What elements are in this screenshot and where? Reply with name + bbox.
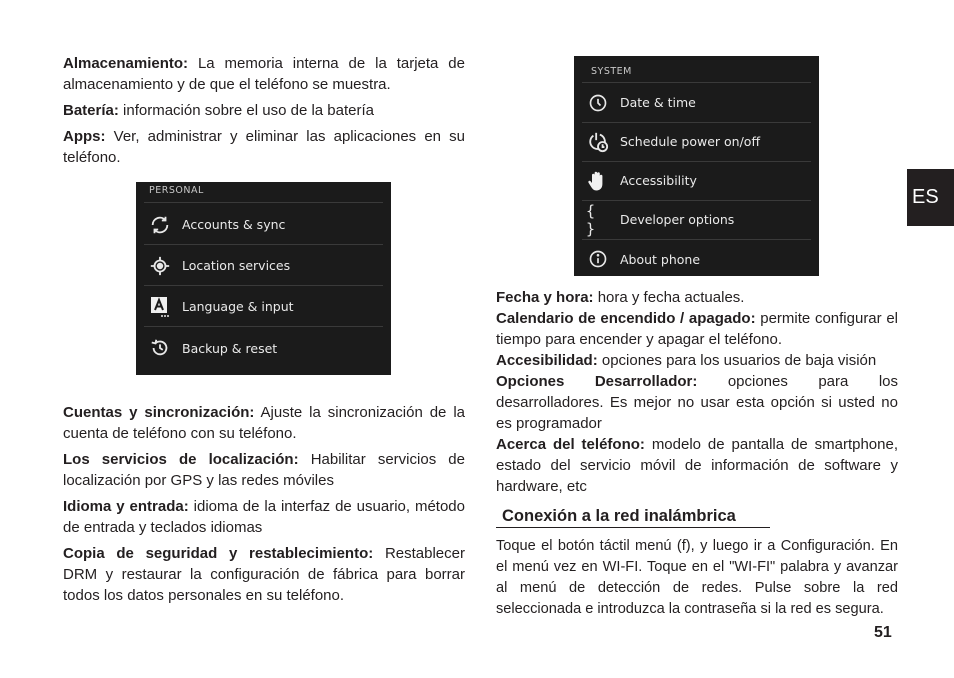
power-clock-icon (586, 130, 610, 154)
menu-item-label: About phone (620, 251, 701, 267)
menu-item-label: Language & input (182, 299, 294, 314)
location-icon (148, 254, 172, 278)
accounts-text: Ajuste la sincronización de la cuenta de teléfono con su teléfono. (63, 404, 466, 442)
system-settings-screenshot (574, 56, 819, 276)
storage-term: Almacenamiento: (63, 55, 189, 72)
language-icon (148, 295, 172, 319)
left-bottom-text (63, 402, 465, 611)
date-text: hora y fecha actuales. (593, 289, 745, 306)
braces-icon: { } (586, 201, 596, 238)
schedule-text: permite configurar el tiempo para encender y apagar el teléfono. (496, 310, 898, 348)
accessibility-text: opciones para los usuarios de baja visión (597, 352, 877, 369)
menu-item-schedule-power[interactable] (582, 122, 811, 162)
menu-item-accounts-sync[interactable] (144, 205, 383, 245)
developer-text: opciones para los desarrolladores. Es mejor no usar esta opción si usted no es programador (496, 373, 898, 432)
language-paragraph (63, 496, 465, 538)
battery-text: información sobre el uso de la batería (118, 102, 375, 119)
backup-term: Copia de seguridad y restablecimiento: (63, 545, 374, 562)
section-title: Conexión a la red inalámbrica (496, 505, 770, 528)
right-desc-text (496, 287, 898, 497)
date-paragraph (496, 287, 898, 308)
backup-icon (148, 336, 172, 360)
apps-term: Apps: (63, 128, 106, 145)
location-text: Habilitar servicios de localización por GPS y las redes móviles (63, 451, 465, 489)
menu-item-label: Accessibility (620, 173, 697, 188)
menu-item-label: Backup & reset (182, 340, 278, 356)
backup-paragraph (63, 543, 465, 606)
about-text: modelo de pantalla de smartphone, estado del servicio móvil de información de software y hardware, etc (496, 436, 899, 495)
page-number: 51 (874, 624, 892, 641)
menu-item-about-phone[interactable] (582, 239, 811, 279)
menu-item-label: Accounts & sync (182, 217, 286, 232)
accessibility-paragraph (496, 350, 898, 371)
location-term: Los servicios de localización: (63, 451, 299, 468)
language-term: Idioma y entrada: (63, 498, 189, 515)
storage-paragraph (63, 53, 465, 95)
section-body (496, 536, 898, 620)
menu-item-label: Schedule power on/off (620, 134, 761, 149)
menu-item-backup-reset[interactable] (144, 328, 383, 368)
accounts-paragraph (63, 402, 465, 444)
apps-text: Ver, administrar y eliminar las aplicaciones en su teléfono. (63, 128, 465, 166)
date-term: Fecha y hora: (496, 289, 594, 306)
developer-term: Opciones Desarrollador: (496, 373, 698, 390)
about-paragraph (496, 434, 898, 497)
sync-icon (148, 213, 172, 237)
info-icon (586, 247, 610, 271)
battery-term: Batería: (63, 102, 119, 119)
schedule-term: Calendario de encendido / apagado: (496, 310, 756, 327)
menu-item-label: Developer options (620, 212, 735, 227)
accounts-term: Cuentas y sincronización: (63, 404, 255, 421)
personal-settings-screenshot (136, 182, 391, 375)
menu-item-label: Location services (182, 258, 291, 273)
menu-item-date-time[interactable] (582, 83, 811, 123)
hand-icon (586, 169, 610, 193)
storage-text: La memoria interna de la tarjeta de almacenamiento y de que el teléfono se muestra. (63, 55, 465, 93)
language-text: idioma de la interfaz de usuario, método de entrada y teclados idiomas (63, 498, 465, 536)
battery-paragraph (63, 100, 465, 121)
accessibility-term: Accesibilidad: (496, 352, 598, 369)
left-top-text (63, 53, 465, 173)
apps-paragraph (63, 126, 465, 168)
menu-item-language-input[interactable] (144, 287, 383, 327)
menu-item-accessibility[interactable] (582, 161, 811, 201)
developer-paragraph (496, 371, 898, 434)
clock-icon (586, 91, 610, 115)
personal-header: PERSONAL (149, 185, 204, 196)
menu-item-developer-options[interactable] (582, 200, 811, 240)
section-body-text: Toque el botón táctil menú (f), y luego ir a Configuración. En el menú vez en WI-FI. Toque en el "WI-FI" palabra y avanzar al menú de detección de redes. Pulse sobre la red seleccionada e introduzca la contraseña si la red es segura. (496, 538, 898, 617)
backup-text: Restablecer DRM y restaurar la configuración de fábrica para borrar todos los datos personales en su teléfono. (63, 545, 465, 604)
location-paragraph (63, 449, 465, 491)
menu-item-location-services[interactable] (144, 246, 383, 286)
language-tab: ES (907, 169, 954, 226)
menu-item-label: Date & time (620, 95, 696, 110)
system-header: SYSTEM (591, 66, 632, 77)
schedule-paragraph (496, 308, 898, 350)
about-term: Acerca del teléfono: (496, 436, 645, 453)
